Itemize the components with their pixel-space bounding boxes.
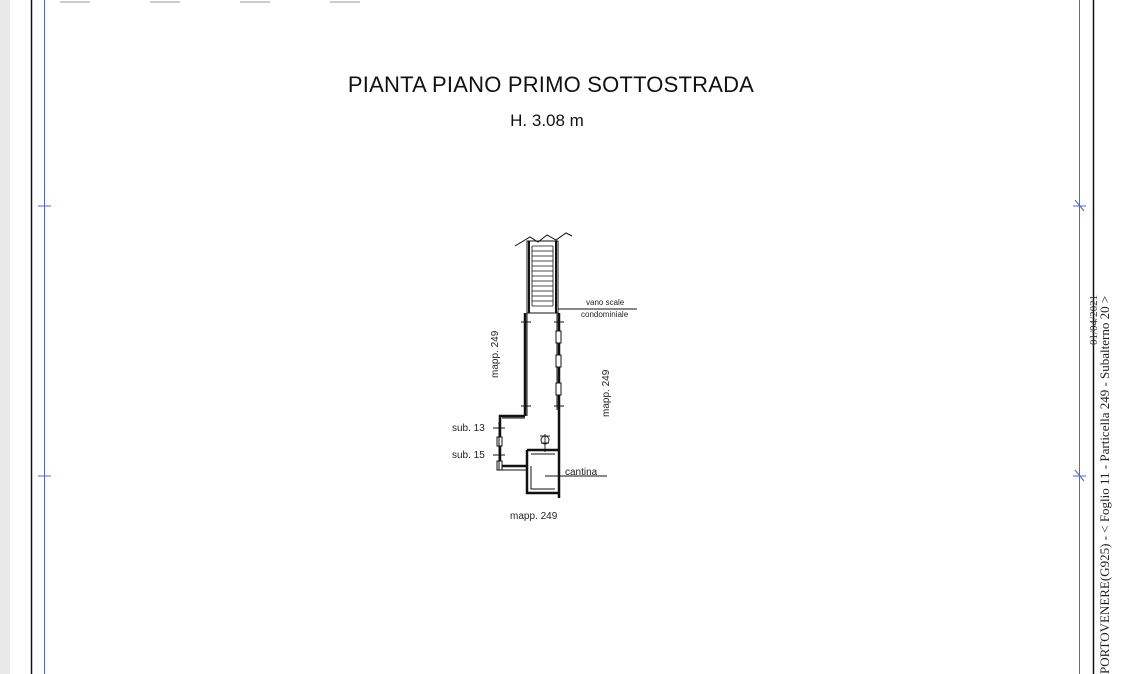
cadastral-reference: PORTOVENERE(G925) - < Foglio 11 - Particella 249 - Subalterno 20 > — [1097, 295, 1112, 674]
stair-sublabel: condominiale — [581, 310, 629, 319]
stair-treads — [532, 246, 553, 306]
mapp-bottom-label: mapp. 249 — [510, 511, 558, 522]
date-stamp: 01/04/2021 — [1088, 294, 1100, 345]
plan-height: H. 3.08 m — [510, 111, 584, 130]
sub15-label: sub. 15 — [452, 450, 485, 461]
mapp-left-label: mapp. 249 — [490, 330, 501, 378]
mapp-right-label: mapp. 249 — [601, 369, 612, 417]
stair-label: vano scale — [586, 298, 625, 307]
break-line — [515, 233, 572, 246]
sub13-label: sub. 13 — [452, 423, 485, 434]
cantina-label: cantina — [565, 467, 598, 478]
plan-title: PIANTA PIANO PRIMO SOTTOSTRADA — [347, 72, 755, 97]
